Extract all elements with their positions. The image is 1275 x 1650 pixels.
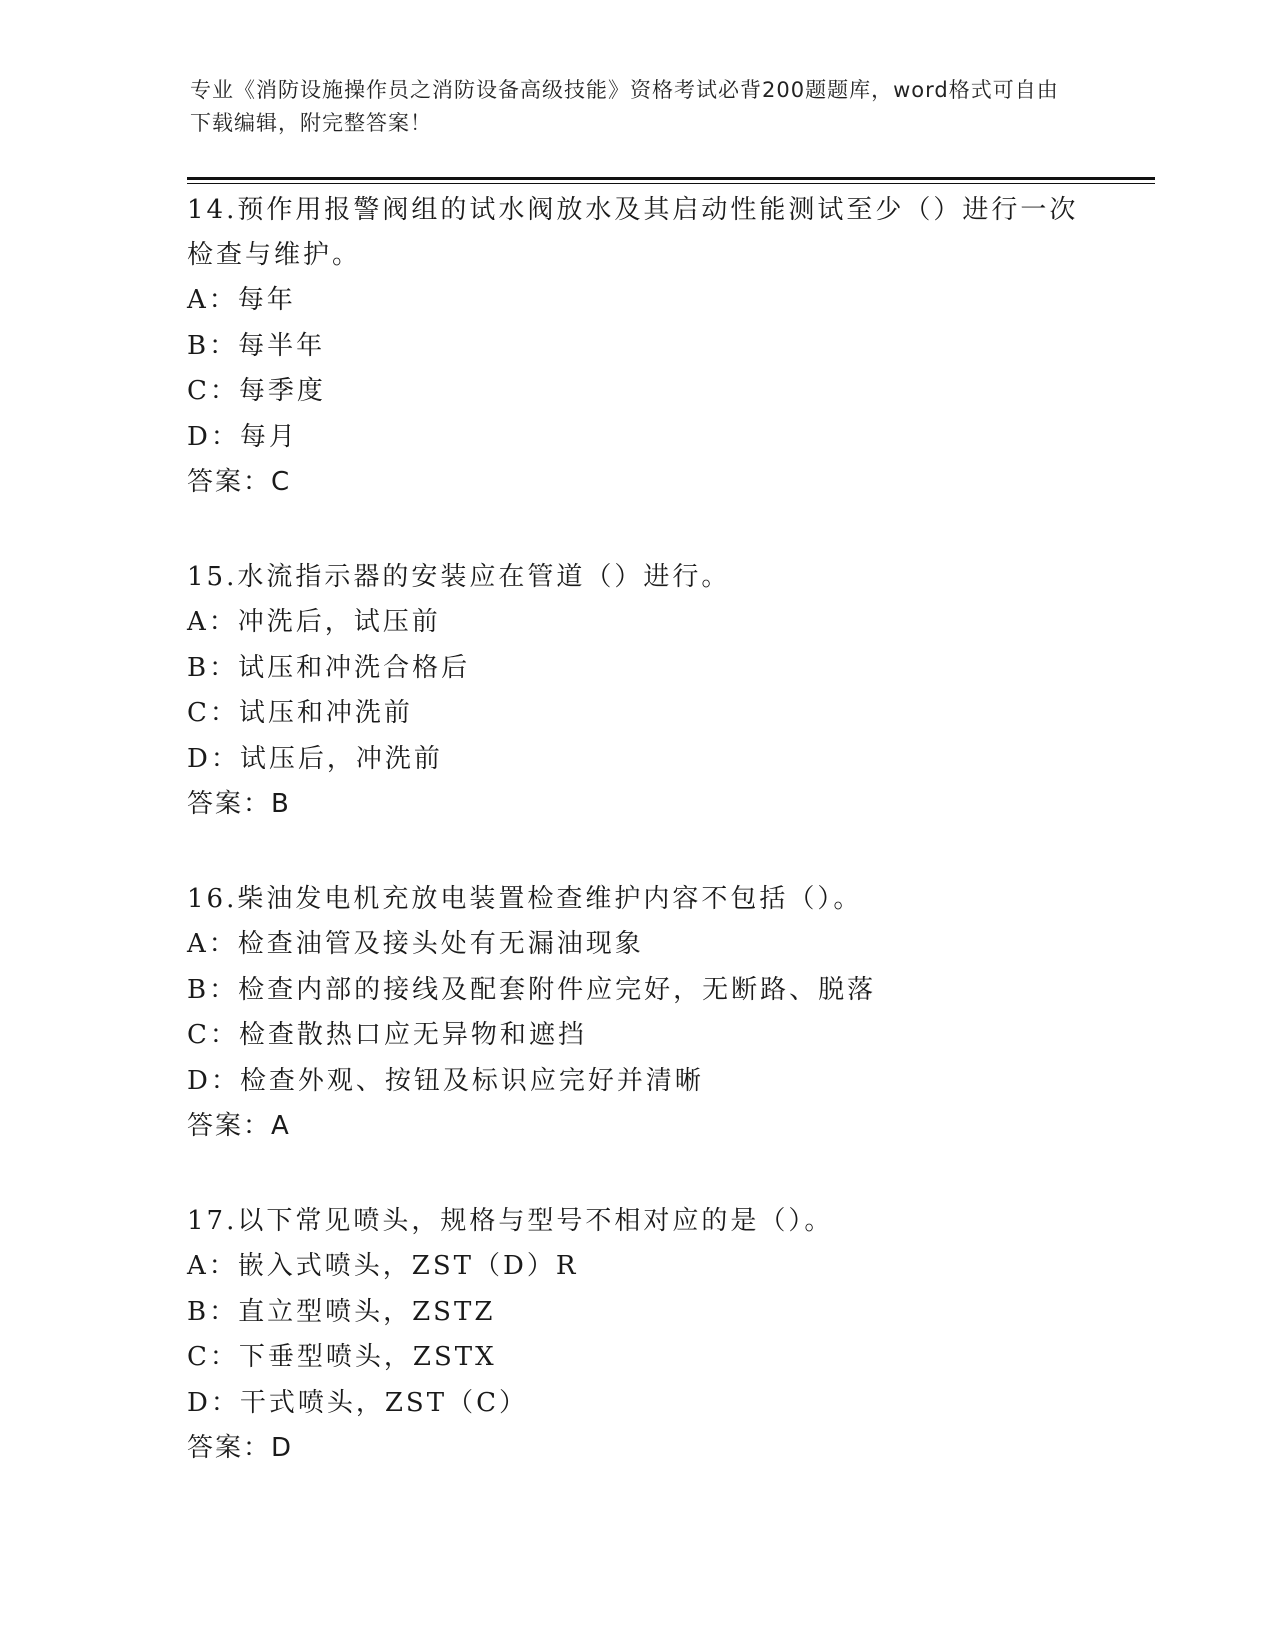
- question-list: [187, 188, 1087, 1521]
- option-b: B：试压和冲洗合格后: [187, 652, 471, 683]
- header-divider-thick: [187, 177, 1155, 180]
- answer-line: 答案：A: [187, 1111, 291, 1141]
- question-14: [187, 188, 1087, 505]
- header-divider-thin: [187, 183, 1155, 184]
- answer-line: 答案：D: [187, 1433, 294, 1463]
- option-d: D：干式喷头，ZST（C）: [187, 1387, 528, 1418]
- option-b: B：直立型喷头，ZSTZ: [187, 1296, 496, 1327]
- option-a: A：嵌入式喷头，ZST（D）R: [187, 1251, 579, 1281]
- option-d: D：试压后，冲洗前: [187, 743, 443, 774]
- option-c: C：下垂型喷头，ZSTX: [187, 1342, 497, 1372]
- option-a: A：冲洗后，试压前: [187, 607, 441, 637]
- answer-line: 答案：C: [187, 467, 292, 497]
- option-d: D：检查外观、按钮及标识应完好并清晰: [187, 1065, 704, 1096]
- document-header: 专业《消防设施操作员之消防设备高级技能》资格考试必背200题题库，word格式可自由下载编辑，附完整答案！: [190, 78, 1059, 135]
- question-16: [187, 877, 1087, 1149]
- question-17: [187, 1199, 1087, 1471]
- question-15: [187, 555, 1087, 827]
- question-text: 16.柴油发电机充放电装置检查维护内容不包括（）。: [187, 884, 863, 914]
- option-b: B：每半年: [187, 330, 326, 361]
- option-c: C：试压和冲洗前: [187, 698, 413, 728]
- option-c: C：检查散热口应无异物和遮挡: [187, 1020, 587, 1050]
- option-b: B：检查内部的接线及配套附件应完好，无断路、脱落: [187, 974, 877, 1005]
- answer-line: 答案：B: [187, 789, 291, 819]
- question-text: 17.以下常见喷头，规格与型号不相对应的是（）。: [187, 1206, 834, 1236]
- option-a: A：每年: [187, 285, 296, 315]
- question-text: 14.预作用报警阀组的试水阀放水及其启动性能测试至少（）进行一次检查与维护。: [187, 195, 1079, 270]
- option-c: C：每季度: [187, 376, 326, 406]
- option-a: A：检查油管及接头处有无漏油现象: [187, 929, 644, 959]
- question-text: 15.水流指示器的安装应在管道（）进行。: [187, 562, 731, 592]
- option-d: D：每月: [187, 421, 298, 452]
